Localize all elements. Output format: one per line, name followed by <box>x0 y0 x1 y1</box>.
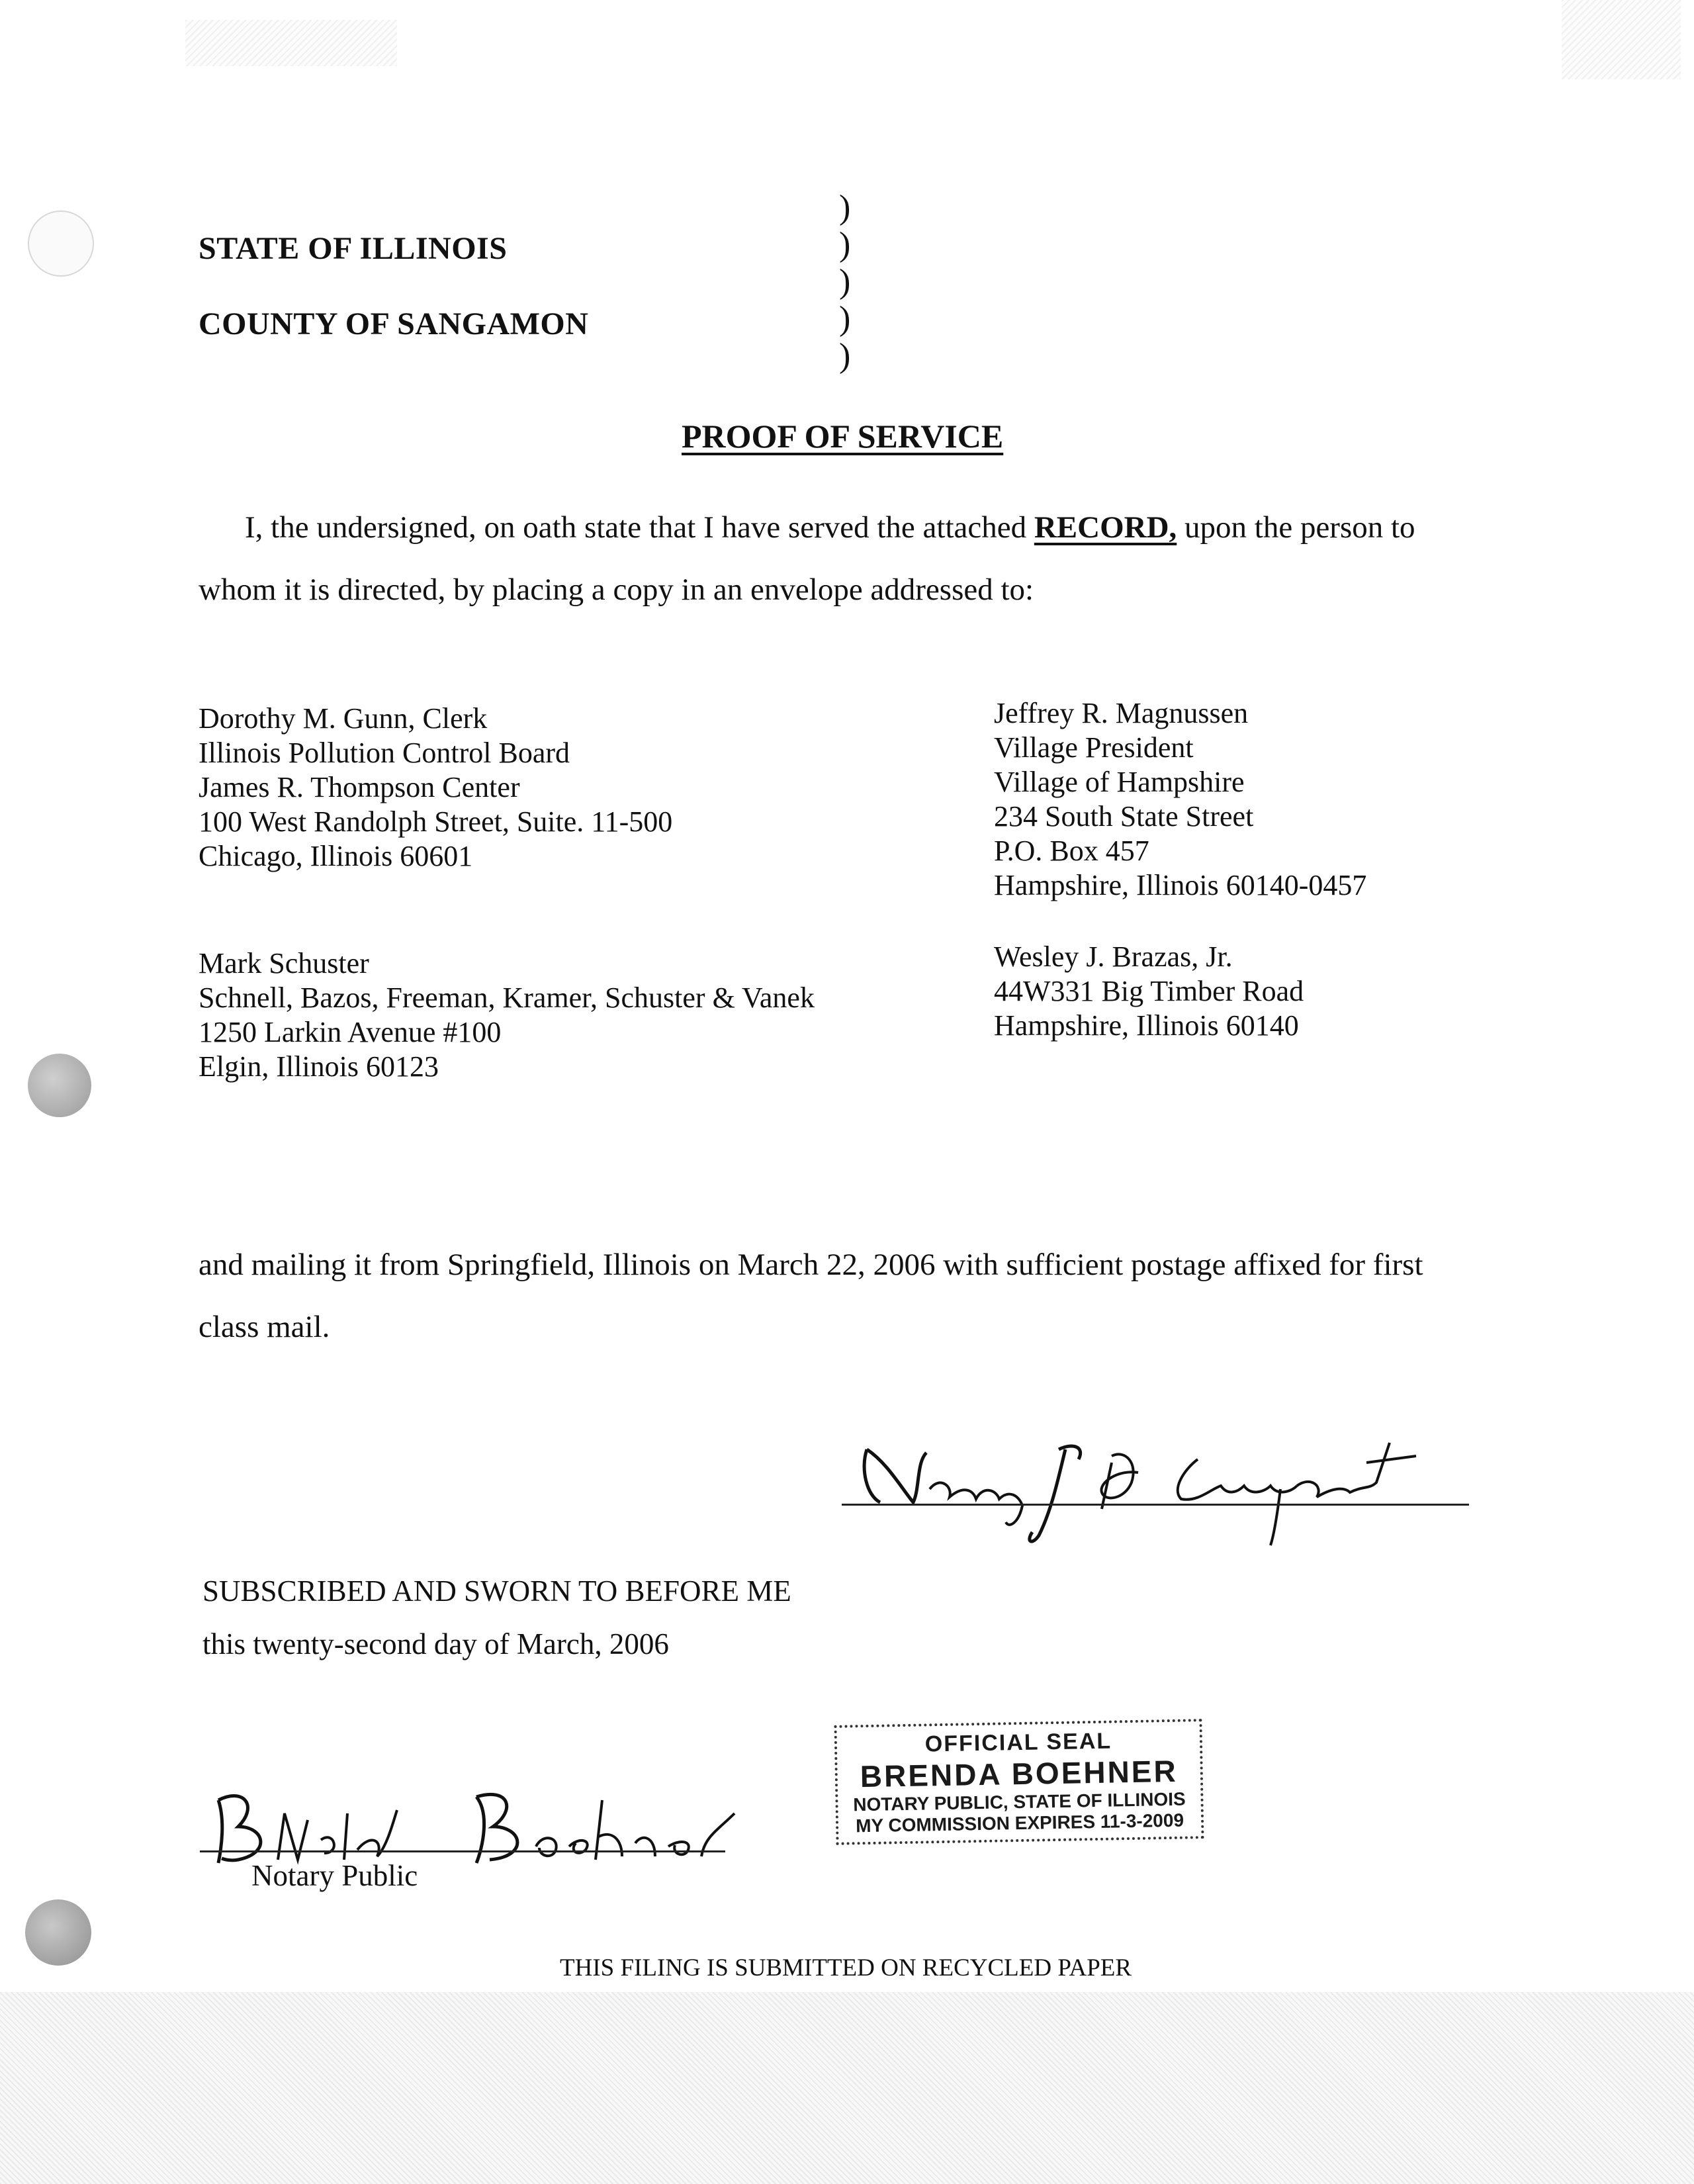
paren: ) <box>839 337 851 375</box>
venue-county: COUNTY OF SANGAMON <box>199 306 589 341</box>
addressee-line: Mark Schuster <box>199 947 369 979</box>
addressee-line: Village of Hampshire <box>994 766 1245 798</box>
venue-state: STATE OF ILLINOIS <box>199 231 508 266</box>
jurat-line-1: SUBSCRIBED AND SWORN TO BEFORE ME <box>202 1574 791 1608</box>
server-signature <box>840 1423 1476 1555</box>
addressee-line: Jeffrey R. Magnussen <box>994 697 1249 729</box>
seal-line-2: BRENDA BOEHNER <box>860 1753 1179 1794</box>
notary-label: Notary Public <box>251 1859 418 1892</box>
scan-noise-top <box>185 20 397 66</box>
scan-noise-bottom <box>0 1992 1694 2184</box>
punch-hole-bottom <box>25 1899 91 1966</box>
document-title: PROOF OF SERVICE <box>682 418 1004 455</box>
addressee-line: Village President <box>994 731 1194 764</box>
seal-line-4: MY COMMISSION EXPIRES 11-3-2009 <box>855 1809 1184 1837</box>
mailing-statement: and mailing it from Springfield, Illinois on March 22, 2006 with sufficient postage affixed for first class mail. <box>199 1248 1423 1344</box>
addressee-line: Chicago, Illinois 60601 <box>199 840 473 872</box>
statement-before: I, the undersigned, on oath state that I have served the attached <box>245 510 1034 545</box>
addressee-block <box>994 940 1304 1043</box>
addressee-line: Dorothy M. Gunn, Clerk <box>199 702 488 735</box>
addressee-line: James R. Thompson Center <box>199 771 520 803</box>
paren: ) <box>839 263 851 300</box>
punch-hole-middle <box>28 1054 91 1117</box>
seal-line-3: NOTARY PUBLIC, STATE OF ILLINOIS <box>853 1788 1186 1815</box>
addressee-line: Hampshire, Illinois 60140-0457 <box>994 869 1367 901</box>
notary-signature-line <box>200 1850 725 1852</box>
service-statement <box>199 496 1482 621</box>
addressee-line: Hampshire, Illinois 60140 <box>994 1009 1299 1042</box>
addressee-line: 44W331 Big Timber Road <box>994 975 1304 1007</box>
addressee-line: 100 West Randolph Street, Suite. 11-500 <box>199 805 673 838</box>
addressee-block <box>199 702 672 874</box>
served-document: RECORD, <box>1034 510 1177 545</box>
paren: ) <box>839 189 851 226</box>
addressee-line: Elgin, Illinois 60123 <box>199 1050 439 1083</box>
addressee-line: P.O. Box 457 <box>994 835 1149 867</box>
addressee-line: 234 South State Street <box>994 800 1254 833</box>
addressee-line: Illinois Pollution Control Board <box>199 737 570 769</box>
official-seal-stamp <box>834 1719 1204 1845</box>
punch-hole-top <box>28 210 94 277</box>
addressee-block <box>199 946 815 1084</box>
addressee-line: Schnell, Bazos, Freeman, Kramer, Schuster & Vanek <box>199 981 815 1014</box>
server-signature-line <box>842 1504 1469 1506</box>
addressee-line: 1250 Larkin Avenue #100 <box>199 1016 502 1048</box>
paren: ) <box>839 300 851 338</box>
venue-parens <box>839 189 866 375</box>
addressee-line: Wesley J. Brazas, Jr. <box>994 940 1233 973</box>
statement-after: upon the person to whom it is directed, by placing a copy in an envelope addressed to: <box>199 510 1415 607</box>
jurat-line-2: this twenty-second day of March, 2006 <box>202 1627 669 1661</box>
recycled-paper-footer: THIS FILING IS SUBMITTED ON RECYCLED PAPER <box>560 1954 1132 1981</box>
seal-line-1: OFFICIAL SEAL <box>924 1728 1112 1757</box>
addressee-block <box>994 696 1366 903</box>
handwritten-signature-nancy <box>840 1423 1476 1555</box>
paren: ) <box>839 226 851 263</box>
scan-noise-top-right <box>1562 0 1681 79</box>
